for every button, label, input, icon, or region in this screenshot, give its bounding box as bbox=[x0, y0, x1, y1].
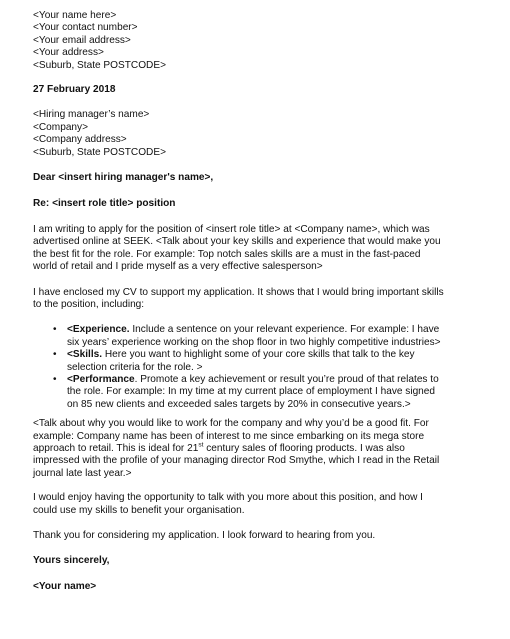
letter-date: 27 February 2018 bbox=[33, 84, 116, 96]
talk-line: I would enjoy having the opportunity to talk with you more about this position, and how I bbox=[33, 492, 423, 504]
why-line: impressed with the profile of your managing director Rod Smythe, which I read in the Retail bbox=[33, 455, 440, 467]
why-line: journal late last year.> bbox=[33, 467, 132, 479]
salutation: Dear <insert hiring manager's name>, bbox=[33, 172, 214, 184]
cv-line: I have enclosed my CV to support my application. It shows that I would bring important skills bbox=[33, 286, 444, 298]
bullet-text: selection criteria for the role. > bbox=[67, 361, 203, 373]
sender-suburb: <Suburb, State POSTCODE> bbox=[33, 59, 166, 71]
bullet-icon: • bbox=[53, 349, 57, 361]
list-item bbox=[33, 349, 473, 374]
cv-paragraph bbox=[33, 287, 473, 312]
sender-contact: <Your contact number> bbox=[33, 22, 138, 34]
bullet-text: . Promote a key achievement or result you’re proud of that relates to bbox=[134, 373, 439, 385]
bullet-text: Here you want to highlight some of your core skills that talk to the key bbox=[102, 349, 415, 361]
bullet-heading: <Experience. bbox=[67, 324, 130, 336]
cv-line: to the position, including: bbox=[33, 298, 145, 310]
bullet-text: the role. For example: In my time at my current place of employment I have signed bbox=[67, 386, 436, 398]
intro-line: the best fit for the role. For example: Top notch sales skills are a must in the fast-paced bbox=[33, 248, 421, 260]
why-line: approach to retail. This is ideal for 21 bbox=[33, 442, 199, 454]
why-line: century sales of flooring products. I was also bbox=[203, 442, 405, 454]
sender-address: <Your address> bbox=[33, 47, 104, 59]
thanks-paragraph: Thank you for considering my application. I look forward to hearing from you. bbox=[33, 530, 376, 541]
talk-line: could use my skills to benefit your organisation. bbox=[33, 504, 245, 516]
signature: <Your name> bbox=[33, 580, 97, 592]
sender-email: <Your email address> bbox=[33, 34, 131, 46]
sender-name: <Your name here> bbox=[33, 10, 117, 21]
bullet-icon: • bbox=[53, 373, 57, 385]
recipient-block bbox=[33, 109, 473, 159]
closing: Yours sincerely, bbox=[33, 555, 110, 567]
list-item bbox=[33, 374, 473, 411]
cover-letter-page bbox=[33, 10, 473, 593]
bullet-heading: <Performance bbox=[67, 373, 135, 385]
list-item bbox=[33, 324, 473, 349]
recipient-address: <Company address> bbox=[33, 134, 127, 146]
recipient-suburb: <Suburb, State POSTCODE> bbox=[33, 146, 166, 158]
intro-line: I am writing to apply for the position of <insert role title> at <Company name>, which was bbox=[33, 223, 430, 235]
intro-paragraph bbox=[33, 224, 473, 274]
bullet-icon: • bbox=[53, 324, 57, 336]
bullet-text: on 85 new clients and exceeded sales targets by 20% in consecutive years.> bbox=[67, 398, 411, 410]
sender-block bbox=[33, 10, 473, 72]
bullet-heading: <Skills. bbox=[67, 349, 103, 361]
ordinal-suffix: st bbox=[198, 441, 204, 449]
bullet-text: six years’ experience working on the shop floor in two highly competitive industries> bbox=[67, 336, 441, 348]
why-line: example: Company name has been of interest to me since embarking on its mega store bbox=[33, 430, 425, 442]
skills-list bbox=[33, 324, 473, 411]
subject-line: Re: <insert role title> position bbox=[33, 198, 176, 210]
intro-line: world of retail and I pride myself as a very effective salesperson> bbox=[33, 261, 323, 273]
recipient-manager: <Hiring manager’s name> bbox=[33, 109, 150, 121]
why-line: <Talk about why you would like to work for the company and why you’d be a good fit. For bbox=[33, 418, 429, 430]
why-paragraph bbox=[33, 418, 473, 480]
recipient-company: <Company> bbox=[33, 121, 88, 133]
bullet-text: Include a sentence on your relevant experience. For example: I have bbox=[129, 324, 440, 336]
intro-line: advertised online at SEEK. <Talk about your key skills and experience that would make you bbox=[33, 236, 441, 248]
talk-paragraph bbox=[33, 492, 473, 517]
